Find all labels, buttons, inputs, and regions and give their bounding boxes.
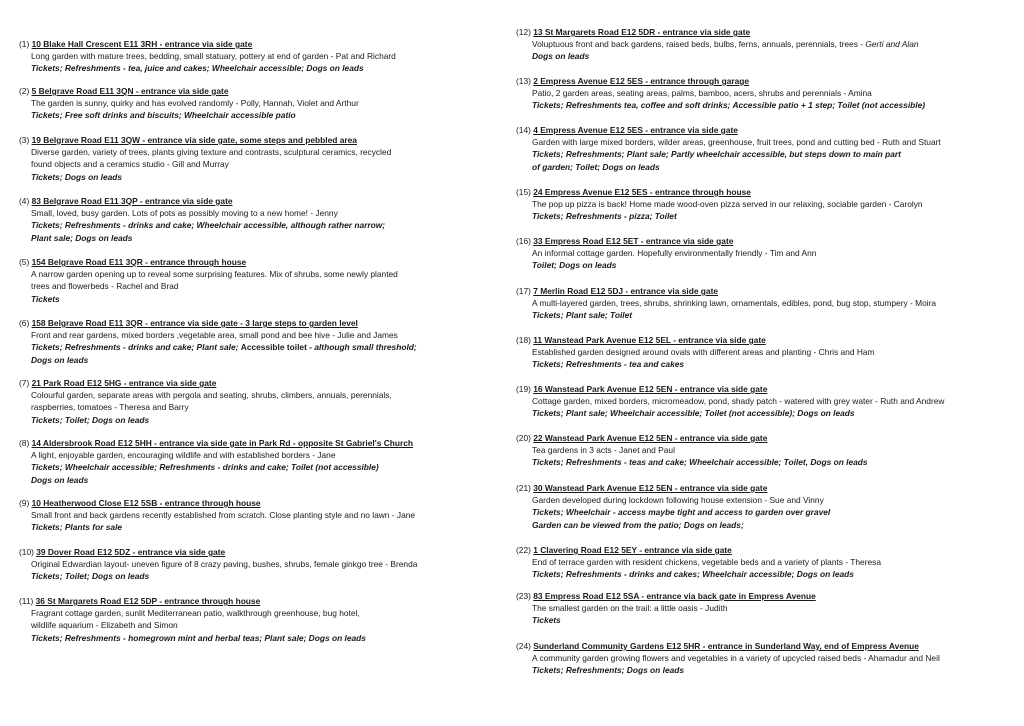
garden-address: 24 Empress Avenue E12 5ES - entrance through house — [533, 187, 751, 197]
garden-address: 4 Empress Avenue E12 5ES - entrance via side gate — [533, 125, 738, 135]
garden-address: 2 Empress Avenue E12 5ES - entrance through garage — [533, 76, 750, 86]
garden-number: (24) — [516, 641, 531, 651]
garden-address: 5 Belgrave Road E11 3QN - entrance via side gate — [31, 86, 229, 96]
garden-entry — [19, 85, 359, 122]
garden-entry — [516, 590, 816, 627]
garden-description: Front and rear gardens, mixed borders ,vegetable area, small pond and bee hive - Julie and James — [31, 330, 398, 341]
garden-facilities: Tickets; Refreshments tea, coffee and soft drinks; Accessible patio + 1 step; Toilet (not accessible) — [532, 100, 926, 111]
garden-facilities: Dogs on leads — [532, 51, 590, 62]
garden-title — [516, 482, 830, 494]
garden-description: Established garden designed around ovals with different areas and planting - Chris and Ham — [532, 347, 875, 358]
garden-number: (6) — [19, 318, 30, 328]
garden-address: 30 Wanstead Park Avenue E12 5EN - entrance via side gate — [533, 483, 768, 493]
garden-address: 16 Wanstead Park Avenue E12 5EN - entrance via side gate — [533, 384, 768, 394]
garden-facilities: Tickets; Refreshments; Plant sale; Partly wheelchair accessible, but steps down to main part — [532, 149, 901, 160]
garden-facilities: Toilet; Dogs on leads — [532, 260, 617, 271]
garden-title — [19, 497, 415, 509]
garden-number: (16) — [516, 236, 531, 246]
garden-description: The smallest garden on the trail: a little oasis - Judith — [532, 603, 728, 614]
garden-number: (10) — [19, 547, 34, 557]
garden-address: 154 Belgrave Road E11 3QR - entrance through house — [31, 257, 247, 267]
description-text: Voluptuous front and back gardens, raised beds, bulbs, ferns, annuals, perennials, trees - — [532, 39, 866, 50]
garden-title — [19, 38, 396, 50]
garden-address: 39 Dover Road E12 5DZ - entrance via side gate — [36, 547, 226, 557]
garden-description: wildlife aquarium - Elizabeth and Simon — [31, 620, 178, 631]
garden-entry — [516, 544, 881, 581]
garden-address: 7 Merlin Road E12 5DJ - entrance via side gate — [533, 286, 719, 296]
garden-description: A narrow garden opening up to reveal some surprising features. Mix of shrubs, some newly planted — [31, 269, 398, 280]
garden-facilities: Garden can be viewed from the patio; Dogs on leads; — [532, 519, 744, 530]
garden-number: (5) — [19, 257, 30, 267]
garden-title — [19, 546, 417, 558]
garden-address: 21 Park Road E12 5HG - entrance via side gate — [31, 378, 217, 388]
garden-number: (8) — [19, 438, 30, 448]
garden-entry — [19, 38, 396, 75]
garden-facilities: Tickets; Dogs on leads — [31, 171, 123, 182]
garden-number: (3) — [19, 135, 30, 145]
garden-entry — [19, 437, 413, 486]
garden-address: 22 Wanstead Park Avenue E12 5EN - entrance via side gate — [533, 433, 768, 443]
garden-address: Sunderland Community Gardens E12 5HR - entrance in Sunderland Way, end of Empress Avenue — [533, 641, 919, 651]
garden-number: (4) — [19, 196, 30, 206]
garden-number: (13) — [516, 76, 531, 86]
garden-title — [516, 26, 919, 38]
garden-number: (22) — [516, 545, 531, 555]
garden-facilities: of garden; Toilet; Dogs on leads — [532, 161, 660, 172]
garden-facilities: Tickets; Refreshments - homegrown mint and herbal teas; Plant sale; Dogs on leads — [31, 632, 366, 643]
garden-facilities: Tickets; Toilet; Dogs on leads — [31, 571, 150, 582]
garden-title — [19, 317, 417, 329]
garden-facilities: Tickets; Refreshments - drinks and cake; Wheelchair accessible, although rather narrow; — [31, 220, 386, 231]
garden-entry — [516, 640, 940, 677]
garden-facilities: Tickets; Plant sale; Toilet — [532, 310, 633, 321]
garden-address: 1 Clavering Road E12 5EY - entrance via side gate — [533, 545, 732, 555]
garden-description: Small, loved, busy garden. Lots of pots as possibly moving to a new home! - Jenny — [31, 208, 338, 219]
garden-facilities: Tickets; Toilet; Dogs on leads — [31, 414, 150, 425]
garden-description: A community garden growing flowers and vegetables in a variety of upcycled raised beds - Ahamadur and Neil — [532, 653, 940, 664]
garden-number: (17) — [516, 286, 531, 296]
garden-facilities: Tickets; Refreshments - pizza; Toilet — [532, 211, 677, 222]
garden-description: found objects and a ceramics studio - Gill and Murray — [31, 159, 229, 170]
garden-number: (21) — [516, 483, 531, 493]
garden-entry — [19, 546, 417, 583]
garden-title — [19, 595, 366, 607]
garden-title — [19, 437, 413, 449]
garden-address: 11 Wanstead Park Avenue E12 5EL - entrance via side gate — [533, 335, 766, 345]
garden-facilities: Tickets; Wheelchair accessible; Refreshments - drinks and cake; Toilet (not accessible) — [31, 462, 379, 473]
garden-facilities — [19, 341, 417, 353]
garden-address: 36 St Margarets Road E12 5DP - entrance through house — [35, 596, 261, 606]
garden-facilities: Tickets; Refreshments - tea and cakes — [532, 359, 685, 370]
garden-entry — [516, 235, 816, 272]
garden-address: 158 Belgrave Road E11 3QR - entrance via side gate - 3 large steps to garden level — [31, 318, 358, 328]
garden-entry — [516, 482, 830, 531]
garden-title — [516, 334, 875, 346]
garden-number: (19) — [516, 384, 531, 394]
garden-title — [19, 195, 385, 207]
garden-facilities: Tickets; Plant sale; Wheelchair accessible; Toilet (not accessible); Dogs on leads — [532, 408, 855, 419]
garden-number: (7) — [19, 378, 30, 388]
garden-address: 83 Belgrave Road E11 3QP - entrance via side gate — [31, 196, 233, 206]
garden-title — [516, 432, 868, 444]
garden-number: (15) — [516, 187, 531, 197]
garden-entry — [516, 432, 868, 469]
garden-description: End of terrace garden with resident chickens, vegetable beds and a variety of plants - Theresa — [532, 557, 882, 568]
garden-entry — [516, 285, 936, 322]
garden-entry — [19, 317, 417, 366]
garden-description: Small front and back gardens recently established from scratch. Close planting style and no lawn - Jane — [31, 510, 416, 521]
garden-address: 10 Heatherwood Close E12 5SB - entrance through house — [31, 498, 261, 508]
garden-facilities: Tickets; Plants for sale — [31, 522, 123, 533]
garden-description: Tea gardens in 3 acts - Janet and Paul — [532, 445, 675, 456]
garden-description: A light, enjoyable garden, encouraging wildlife and with established borders - Jane — [31, 450, 336, 461]
garden-description: Colourful garden, separate areas with pergola and seating, shrubs, climbers, annuals, perennials, — [31, 390, 392, 401]
garden-address: 33 Empress Road E12 5ET - entrance via side gate — [533, 236, 734, 246]
garden-number: (20) — [516, 433, 531, 443]
garden-number: (12) — [516, 27, 531, 37]
garden-number: (9) — [19, 498, 30, 508]
garden-description: trees and flowerbeds - Rachel and Brad — [31, 281, 179, 292]
facility-text: Accessible toilet — [240, 342, 307, 353]
garden-entry — [19, 497, 415, 534]
garden-description: Patio, 2 garden areas, seating areas, palms, bamboo, acers, shrubs and perennials - Amina — [532, 88, 872, 99]
garden-title — [19, 85, 359, 97]
garden-description: Original Edwardian layout- uneven figure of 8 crazy paving, bushes, shrubs, female ginkgo tree - Brenda — [31, 559, 418, 570]
garden-title — [19, 134, 391, 146]
garden-facilities: Dogs on leads — [31, 354, 89, 365]
garden-description — [516, 38, 919, 50]
garden-address: 83 Empress Road E12 5SA - entrance via back gate in Empress Avenue — [533, 591, 816, 601]
garden-title — [516, 124, 941, 136]
garden-facilities: Tickets; Wheelchair - access maybe tight and access to garden over gravel — [532, 507, 831, 518]
garden-entry — [19, 256, 398, 305]
garden-entry — [516, 383, 944, 420]
garden-number: (23) — [516, 591, 531, 601]
garden-description: Garden with large mixed borders, wilder areas, greenhouse, fruit trees, pond and cutting bed - Ruth and Stuart — [532, 137, 941, 148]
garden-facilities: Tickets; Free soft drinks and biscuits; Wheelchair accessible patio — [31, 110, 296, 121]
garden-entry — [19, 595, 366, 644]
garden-entry — [516, 186, 923, 223]
garden-description: Cottage garden, mixed borders, micromeadow, pond, shady patch - watered with grey water - Ruth and Andrew — [532, 396, 945, 407]
garden-description: Long garden with mature trees, bedding, small statuary, pottery at end of garden - Pat and Richard — [31, 51, 396, 62]
garden-description: Garden developed during lockdown following house extension - Sue and Vinny — [532, 495, 824, 506]
garden-number: (11) — [19, 596, 34, 606]
garden-title — [516, 285, 936, 297]
garden-facilities: Tickets — [31, 293, 60, 304]
garden-title — [516, 544, 881, 556]
garden-number: (1) — [19, 39, 30, 49]
garden-title — [19, 256, 398, 268]
garden-entry — [19, 195, 385, 244]
garden-title — [516, 235, 816, 247]
garden-facilities: Dogs on leads — [31, 474, 89, 485]
garden-title — [516, 186, 923, 198]
garden-entry — [516, 26, 919, 63]
garden-description: An informal cottage garden. Hopefully environmentally friendly - Tim and Ann — [532, 248, 817, 259]
garden-description: Diverse garden, variety of trees, plants giving texture and contrasts, sculptural ceramics, recycled — [31, 147, 392, 158]
garden-description: A multi-layered garden, trees, shrubs, shrinking lawn, ornamentals, edibles, pond, bug stop, stumpery - Moira — [532, 298, 937, 309]
garden-entry — [516, 334, 875, 371]
garden-entry — [516, 75, 925, 112]
garden-description: The pop up pizza is back! Home made wood-oven pizza served in our relaxing, sociable garden - Carolyn — [532, 199, 923, 210]
facility-text: - although small threshold; — [306, 342, 417, 353]
garden-facilities: Tickets; Refreshments - drinks and cakes; Wheelchair accessible; Dogs on leads — [532, 569, 854, 580]
garden-facilities: Tickets; Refreshments; Dogs on leads — [532, 665, 685, 676]
garden-entry — [19, 134, 391, 183]
garden-address: 13 St Margarets Road E12 5DR - entrance via side gate — [533, 27, 751, 37]
garden-description: The garden is sunny, quirky and has evolved randomly - Polly, Hannah, Violet and Arthur — [31, 98, 359, 109]
garden-entry — [516, 124, 941, 173]
garden-facilities: Tickets; Refreshments - teas and cake; Wheelchair accessible; Toilet, Dogs on leads — [532, 457, 868, 468]
garden-number: (18) — [516, 335, 531, 345]
garden-facilities: Tickets — [532, 615, 561, 626]
garden-title — [516, 590, 816, 602]
garden-address: 10 Blake Hall Crescent E11 3RH - entrance via side gate — [31, 39, 253, 49]
garden-title — [19, 377, 392, 389]
garden-number: (14) — [516, 125, 531, 135]
garden-entry — [19, 377, 392, 426]
garden-address: 19 Belgrave Road E11 3QW - entrance via side gate, some steps and pebbled area — [31, 135, 357, 145]
garden-description: raspberries, tomatoes - Theresa and Barry — [31, 402, 189, 413]
garden-description: Fragrant cottage garden, sunlit Mediterranean patio, walkthrough greenhouse, bug hotel, — [31, 608, 360, 619]
facility-text: Tickets; Refreshments - drinks and cake; Plant sale; — [31, 342, 241, 353]
garden-facilities: Plant sale; Dogs on leads — [31, 232, 133, 243]
owner-names: Gerti and Alan — [865, 39, 919, 50]
garden-address: 14 Aldersbrook Road E12 5HH - entrance via side gate in Park Rd - opposite St Gabriel's Church — [31, 438, 414, 448]
garden-title — [516, 75, 925, 87]
garden-facilities: Tickets; Refreshments - tea, juice and cakes; Wheelchair accessible; Dogs on leads — [31, 63, 364, 74]
garden-number: (2) — [19, 86, 30, 96]
garden-title — [516, 383, 944, 395]
garden-title — [516, 640, 940, 652]
